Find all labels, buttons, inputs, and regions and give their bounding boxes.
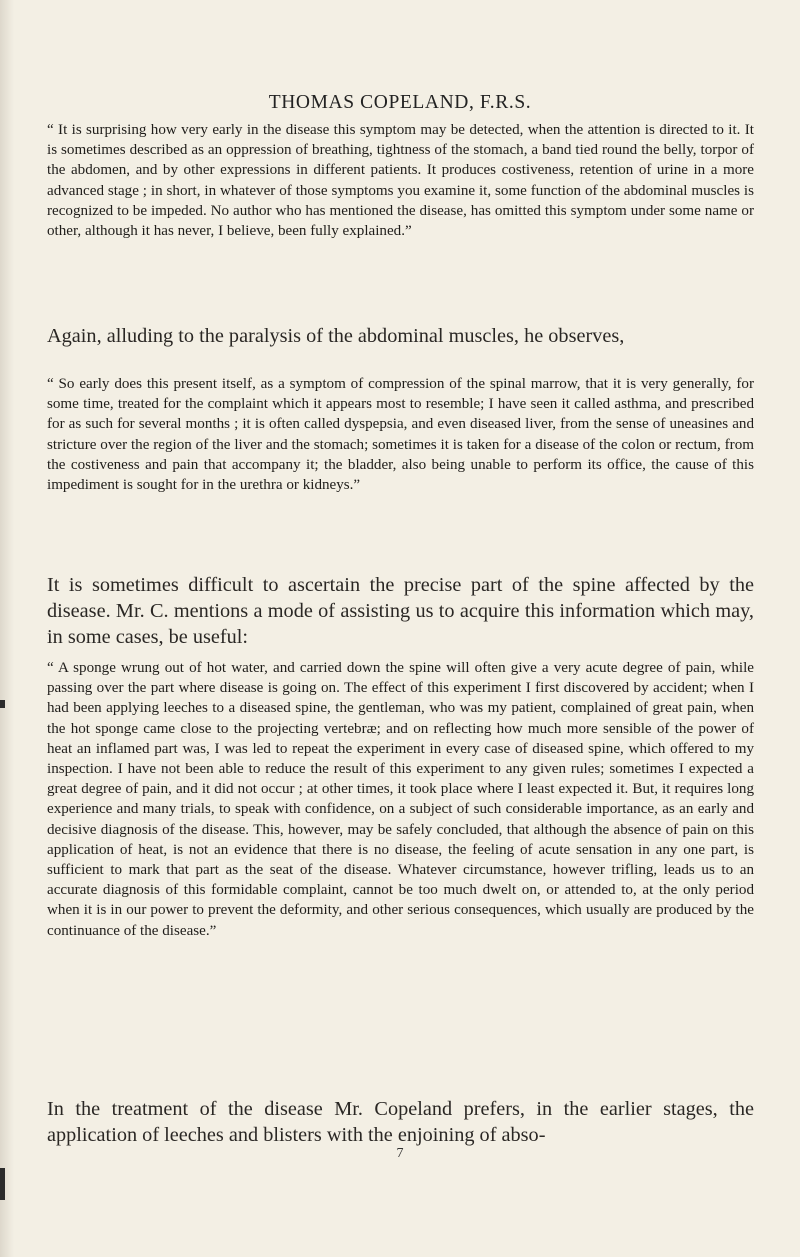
quoted-paragraph: “ It is surprising how very early in the disease this symptom may be detected, when the attention is directed to it. It is sometimes described as an oppression of breathing, tightness of the stomach, a band tied round the belly, torpor of the abdomen, and by other expressions in different patients. It produces costiveness, retention of urine in a more advanced stage ; in short, in whatever of those symptoms you examine it, some function of the abdominal muscles is recognized to be impeded. No author who has mentioned the disease, has omitted this symptom under some name or other, although it has never, I believe, been fully explained.” — [47, 122, 754, 240]
quoted-paragraph: “ A sponge wrung out of hot water, and carried down the spine will often give a very acute degree of pain, while passing over the part where disease is going on. The effect of this experiment I first discovered by accident; when I had been applying leeches to a diseased spine, the gentleman, who was my patient, complained of great pain, when the hot sponge came close to the projecting vertebræ; and on reflecting how much more sensible of the power of heat an inflamed part was, I was led to repeat the experiment in every case of diseased spine, which offered to my inspection. I have not been able to reduce the result of this experiment to any given rules; sometimes I expected a great degree of pain, and it did not occur ; at other times, it took place where I least expected it. But, it requires long experience and many trials, to speak with confidence, on a subject of such considerable importance, as an early and decisive diagnosis of the disease. This, however, may be safely concluded, that although the absence of pain on this application of heat, is not an evidence that there is no disease, the feeling of acute sensation in any one part, is sufficient to mark that part as the seat of the disease. Whatever circumstance, however trifling, leads us to an accurate diagnosis of this formidable complaint, cannot be too much dwelt on, or attended to, at the only period when it is in our power to prevent the deformity, and other serious consequences, which usually are produced by the continuance of the disease.” — [47, 660, 754, 939]
narrative-paragraph: Again, alluding to the paralysis of the abdominal muscles, he observes, — [47, 325, 625, 347]
page-gutter-shadow — [0, 0, 14, 1257]
page-edge-mark — [0, 700, 5, 708]
page-edge-mark — [0, 1168, 5, 1200]
page-number: 7 — [396, 1146, 404, 1161]
narrative-paragraph: In the treatment of the disease Mr. Copeland prefers, in the earlier stages, the application of leeches and blisters with the enjoining of abso- — [47, 1098, 754, 1146]
narrative-paragraph: It is sometimes difficult to ascertain the precise part of the spine affected by the disease. Mr. C. mentions a mode of assisting us to acquire this information which may, in some cases, be useful: — [47, 574, 754, 648]
running-head: THOMAS COPELAND, F.R.S. — [268, 92, 532, 113]
quoted-paragraph: “ So early does this present itself, as a symptom of compression of the spinal marrow, that it is very generally, for some time, treated for the complaint which it appears most to resemble; I have seen it called asthma, and prescribed for as such for several months ; it is often called dyspepsia, and even diseased liver, from the sense of uneasines and stricture over the region of the liver and the stomach; sometimes it is taken for a disease of the colon or rectum, from the costiveness and pain that accompany it; the bladder, also being unable to perform its office, the cause of this impediment is sought for in the urethra or kidneys.” — [47, 376, 754, 494]
